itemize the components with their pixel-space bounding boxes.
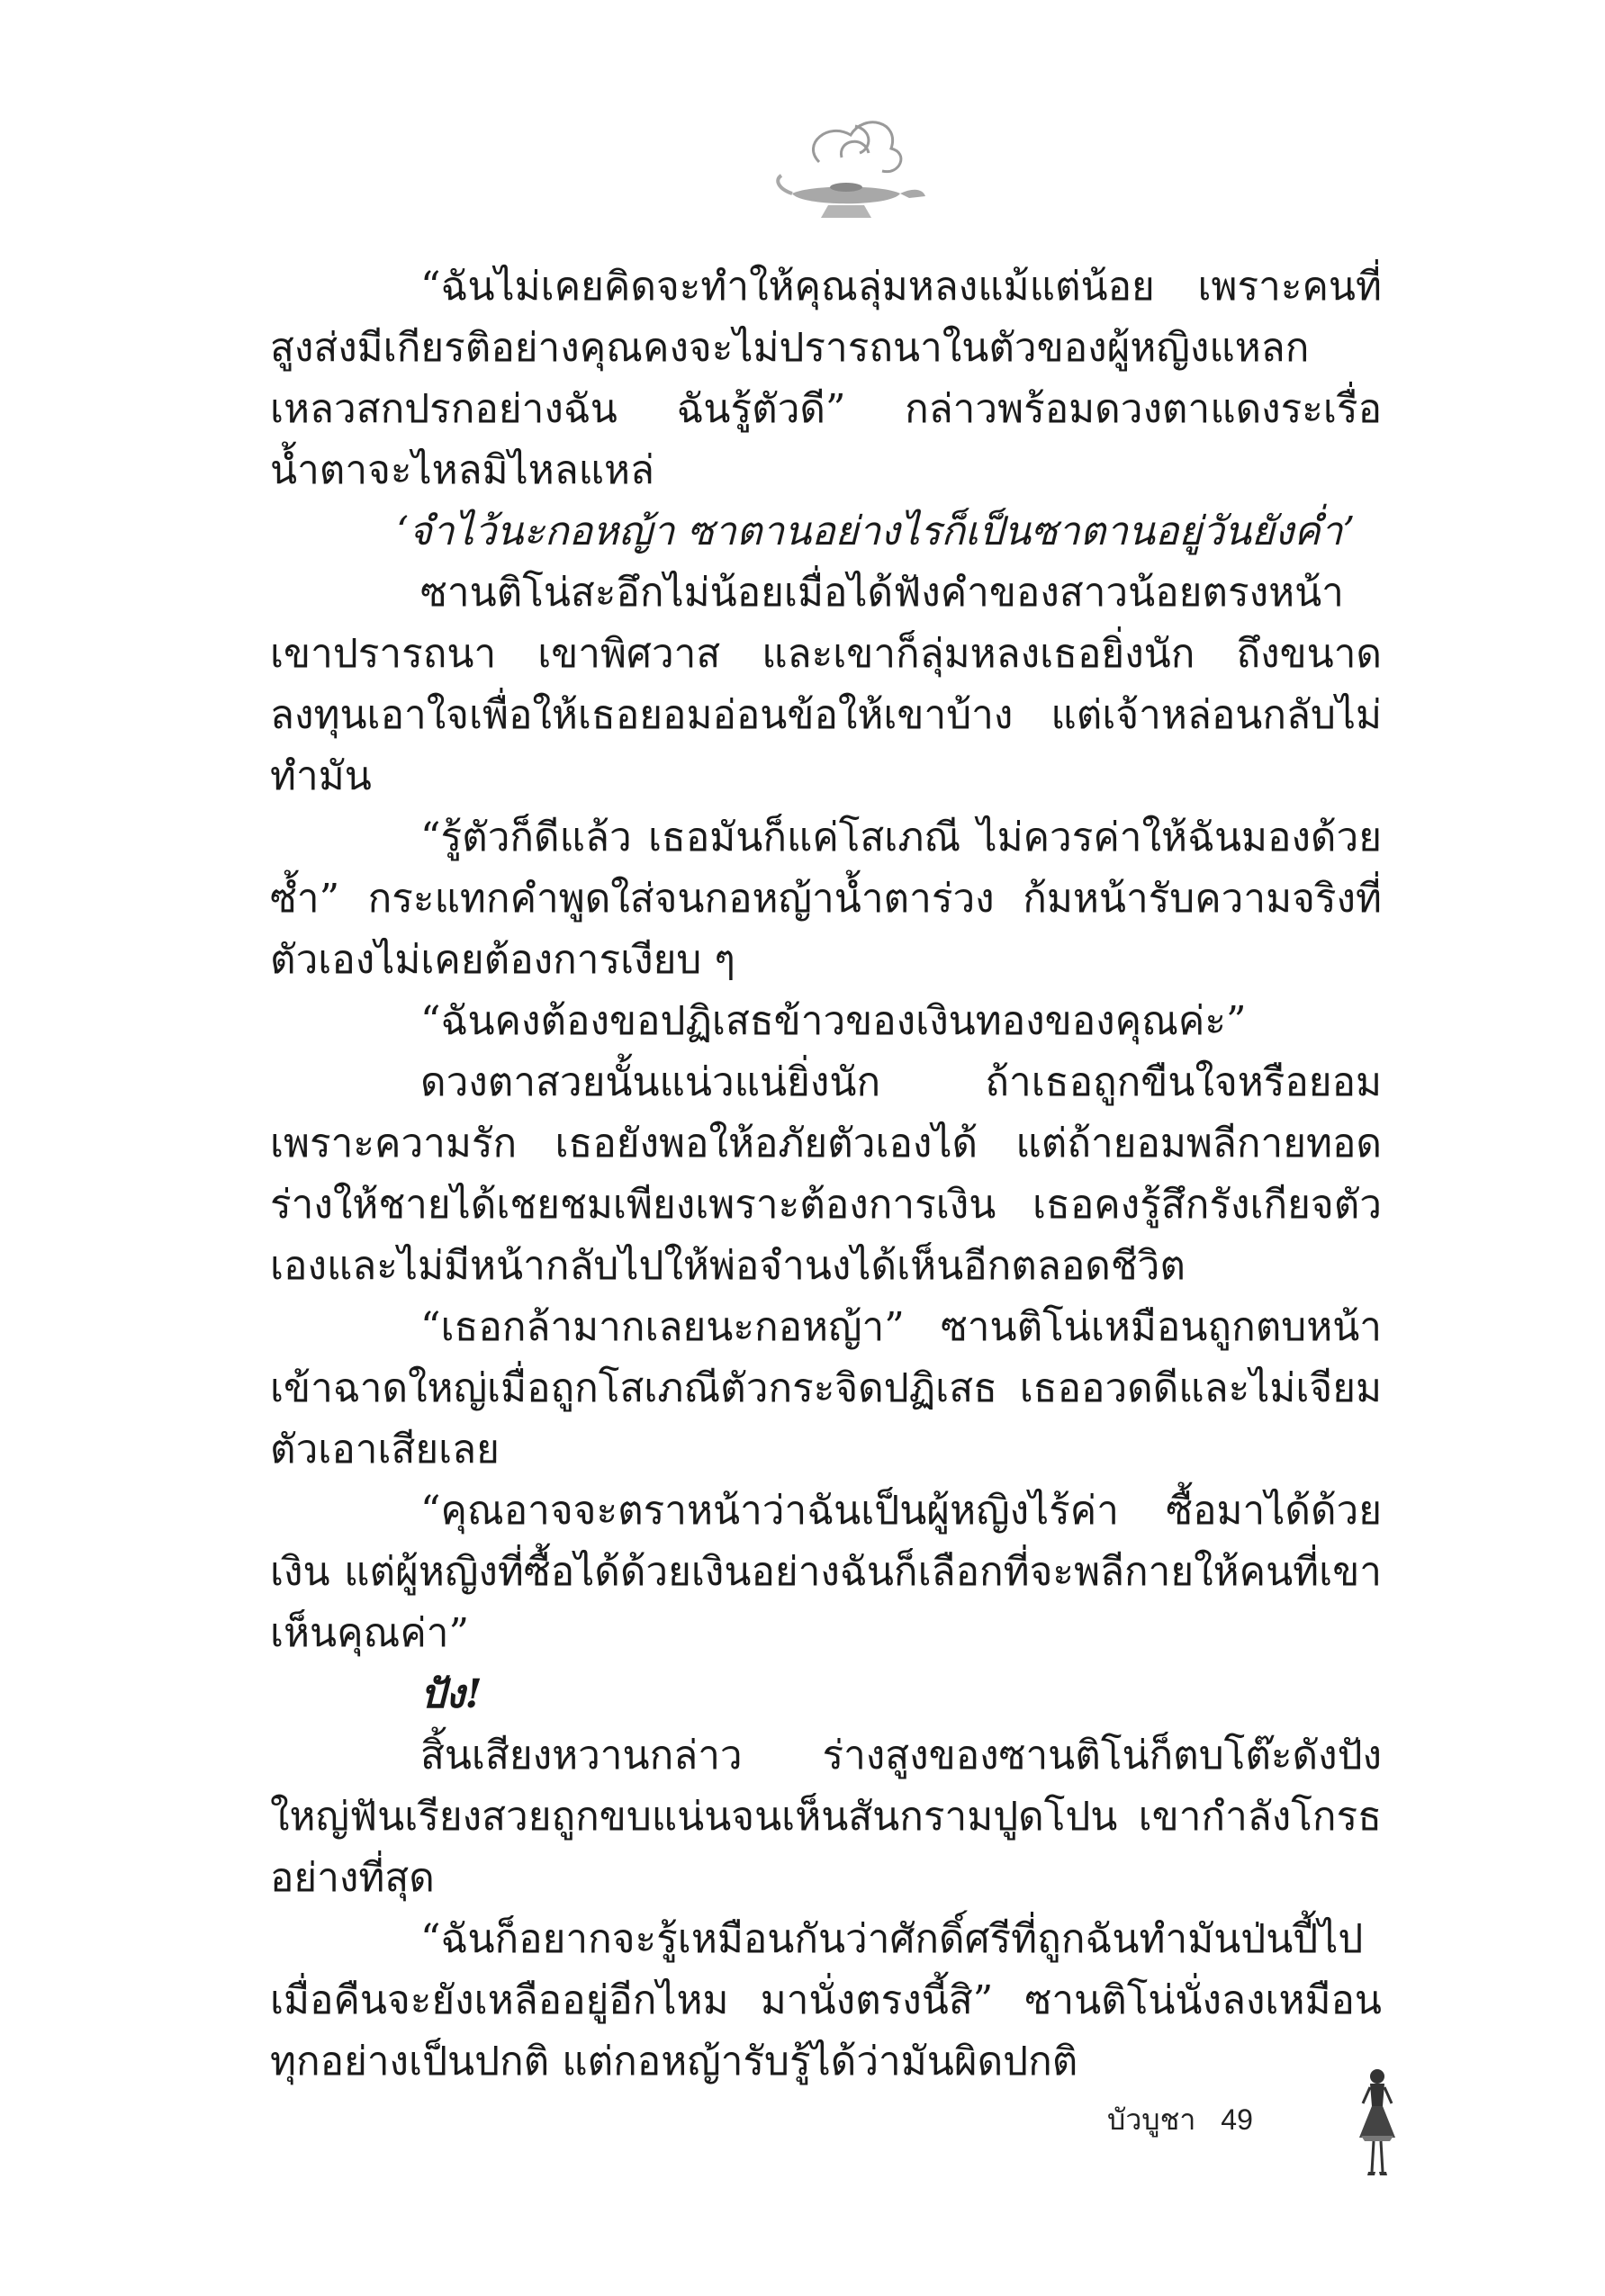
- paragraph: “เธอกล้ามากเลยนะกอหญ้า” ซานติโน่เหมือนถูกตบหน้าเข้าฉาดใหญ่เมื่อถูกโสเภณีตัวกระจิดปฏิเสธ เธออวดดีและไม่เจียมตัวเอาเสียเลย: [270, 1304, 1382, 1472]
- magic-lamp-icon: [765, 108, 927, 234]
- paragraph: ดวงตาสวยนั้นแน่วแน่ยิ่งนัก ถ้าเธอถูกขืนใจหรือยอมเพราะความรัก เธอยังพอให้อภัยตัวเองได้ แต่ถ้ายอมพลีกายทอดร่างให้ชายได้เชยชมเพียงเพราะต้องการเงิน เธอคงรู้สึกรังเกียจตัวเองและไม่มีหน้ากลับไปให้พ่อจำนงได้เห็นอีกตลอดชีวิต: [270, 1059, 1382, 1289]
- paragraph: “รู้ตัวก็ดีแล้ว เธอมันก็แค่โสเภณี ไม่ควรค่าให้ฉันมองด้วยซ้ำ” กระแทกคำพูดใส่จนกอหญ้าน้ำตาร่วง ก้มหน้ารับความจริงที่ตัวเองไม่เคยต้องการเงียบ ๆ: [270, 815, 1382, 983]
- woman-figure-icon: [1350, 2066, 1404, 2183]
- inner-thought: ‘จำไว้นะกอหญ้า ซาตานอย่างไรก็เป็นซาตานอยู่วันยังค่ำ’: [396, 509, 1356, 554]
- paragraph: “ฉันคงต้องขอปฏิเสธข้าวของเงินทองของคุณค่ะ”: [420, 998, 1247, 1044]
- page-footer: [1107, 2093, 1253, 2147]
- author-name: บัวบูชา: [1107, 2102, 1196, 2136]
- sound-effect: ปัง!: [420, 1671, 482, 1717]
- paragraph: “ฉันก็อยากจะรู้เหมือนกันว่าศักดิ์ศรีที่ถูกฉันทำมันป่นปี้ไปเมื่อคืนจะยังเหลืออยู่อีกไหม มานั่งตรงนี้สิ” ซานติโน่นั่งลงเหมือนทุกอย่างเป็นปกติ แต่กอหญ้ารับรู้ได้ว่ามันผิดปกติ: [270, 1916, 1382, 2084]
- page-number: 49: [1221, 2102, 1253, 2136]
- paragraph: สิ้นเสียงหวานกล่าว ร่างสูงของซานติโน่ก็ตบโต๊ะดังปังใหญ่ฟันเรียงสวยถูกขบแน่นจนเห็นสันกรามปูดโปน เขากำลังโกรธอย่างที่สุด: [270, 1733, 1382, 1901]
- paragraph: “คุณอาจจะตราหน้าว่าฉันเป็นผู้หญิงไร้ค่า ซื้อมาได้ด้วยเงิน แต่ผู้หญิงที่ซื้อได้ด้วยเงินอย่างฉันก็เลือกที่จะพลีกายให้คนที่เขาเห็นคุณค่า”: [270, 1488, 1382, 1656]
- story-text: [270, 257, 1382, 2093]
- paragraph: ซานติโน่สะอึกไม่น้อยเมื่อได้ฟังคำของสาวน้อยตรงหน้า เขาปรารถนา เขาพิศวาส และเขาก็ลุ่มหลงเธอยิ่งนัก ถึงขนาดลงทุนเอาใจเพื่อให้เธอยอมอ่อนข้อให้เขาบ้าง แต่เจ้าหล่อนกลับไม่ทำมัน: [270, 570, 1382, 799]
- paragraph: “ฉันไม่เคยคิดจะทำให้คุณลุ่มหลงแม้แต่น้อย เพราะคนที่สูงส่งมีเกียรติอย่างคุณคงจะไม่ปรารถนาในตัวของผู้หญิงแหลกเหลวสกปรกอย่างฉัน ฉันรู้ตัวดี” กล่าวพร้อมดวงตาแดงระเรื่อ น้ำตาจะไหลมิไหลแหล่: [270, 264, 1382, 493]
